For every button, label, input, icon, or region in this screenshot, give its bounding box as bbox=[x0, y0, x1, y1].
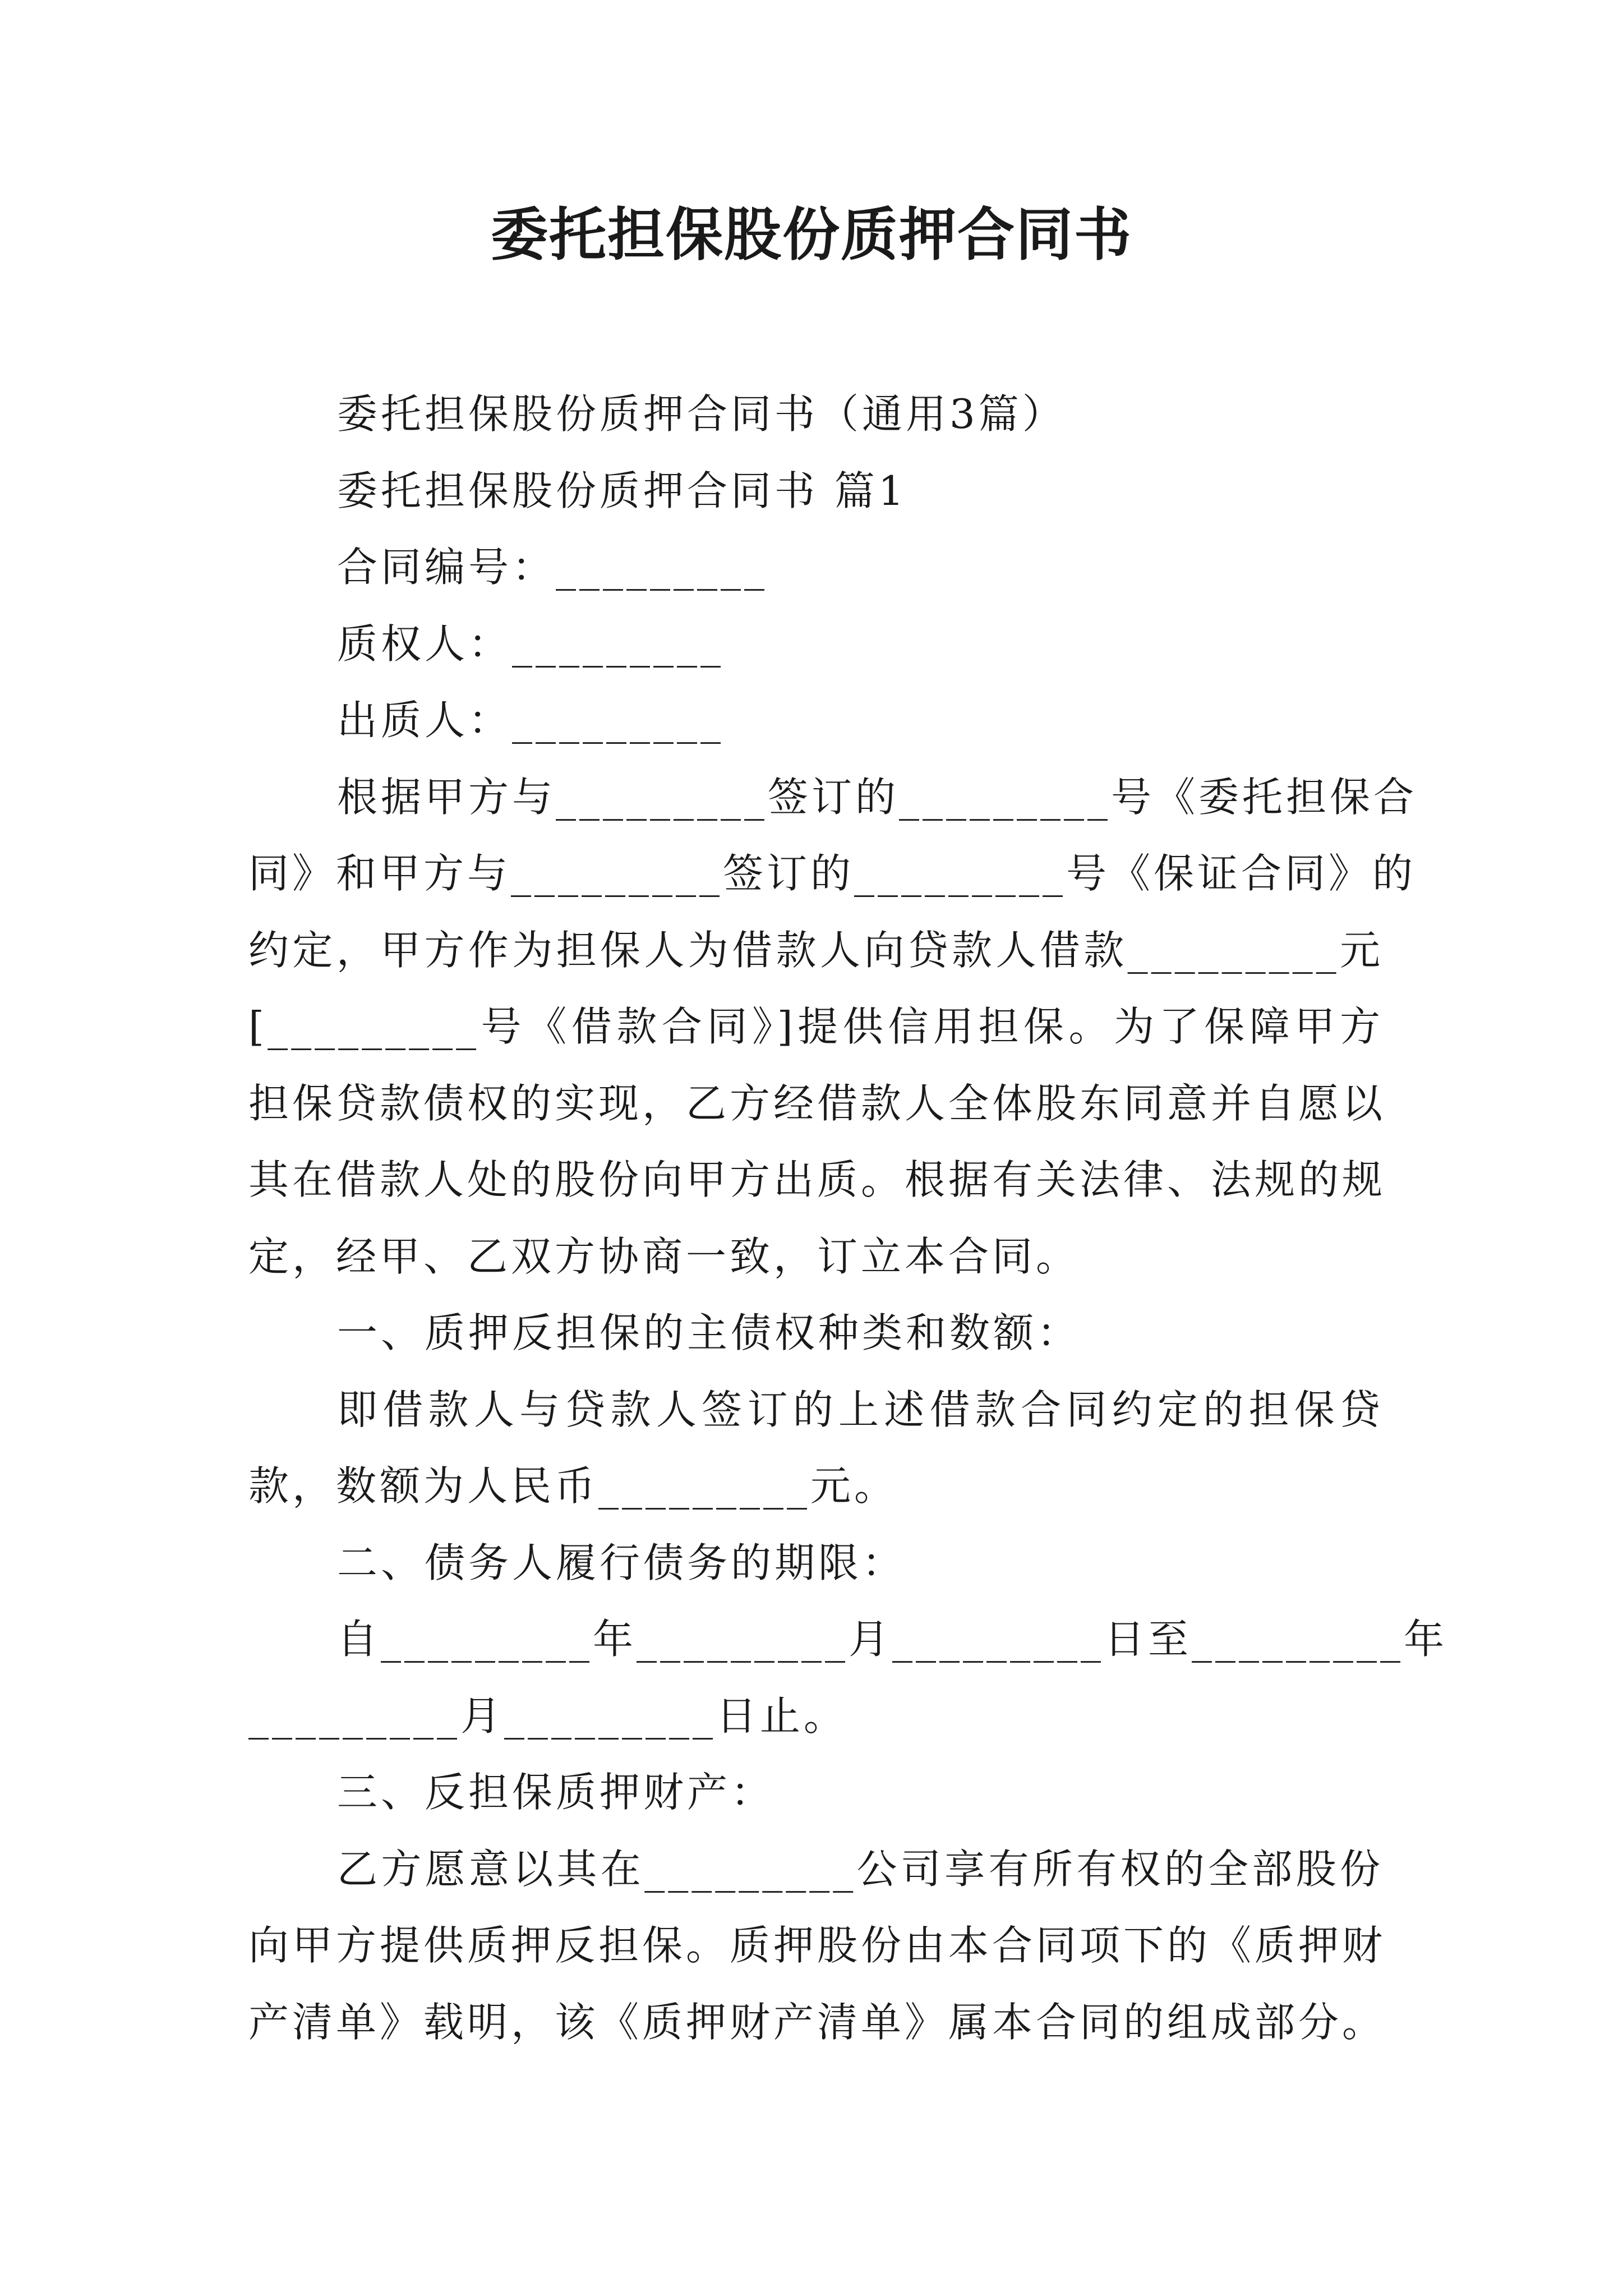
paragraph-line: _________月_________日止。 bbox=[248, 1692, 848, 1740]
contract-number-field: 合同编号：_________ bbox=[337, 544, 768, 591]
section-heading: 委托担保股份质押合同书 篇1 bbox=[337, 467, 907, 514]
paragraph-line: 定，经甲、乙双方协商一致，订立本合同。 bbox=[248, 1232, 1080, 1280]
document-body bbox=[248, 376, 1448, 2060]
paragraph-line: [_________号《借款合同》]提供信用担保。为了保障甲方 bbox=[248, 1003, 1384, 1050]
paragraph-line: 产清单》载明，该《质押财产清单》属本合同的组成部分。 bbox=[248, 1998, 1386, 2046]
paragraph-line: 担保贷款债权的实现，乙方经借款人全体股东同意并自愿以 bbox=[248, 1079, 1386, 1127]
paragraph-line: 即借款人与贷款人签订的上述借款合同约定的担保贷 bbox=[337, 1386, 1384, 1433]
paragraph-line: 根据甲方与_________签订的_________号《委托担保合 bbox=[337, 773, 1418, 821]
paragraph-line: 款，数额为人民币_________元。 bbox=[248, 1462, 898, 1510]
clause-heading: 一、质押反担保的主债权种类和数额： bbox=[337, 1309, 1081, 1356]
paragraph-line: 乙方愿意以其在_________公司享有所有权的全部股份 bbox=[337, 1845, 1384, 1893]
clause-heading: 二、债务人履行债务的期限： bbox=[337, 1539, 906, 1586]
pledgor-field: 出质人：_________ bbox=[337, 697, 725, 744]
paragraph-line: 同》和甲方与_________签订的_________号《保证合同》的 bbox=[248, 850, 1417, 897]
paragraph-line: 自_________年_________月_________日至_________年 bbox=[337, 1616, 1448, 1663]
paragraph-line: 约定，甲方作为担保人为借款人向贷款人借款_________元 bbox=[248, 926, 1384, 974]
document-title: 委托担保股份质押合同书 bbox=[491, 202, 1132, 269]
subtitle-line: 委托担保股份质押合同书（通用3篇） bbox=[337, 390, 1066, 438]
pledgee-field: 质权人：_________ bbox=[337, 620, 725, 668]
clause-heading: 三、反担保质押财产： bbox=[337, 1769, 775, 1816]
paragraph-line: 向甲方提供质押反担保。质押股份由本合同项下的《质押财 bbox=[248, 1922, 1386, 1969]
paragraph-line: 其在借款人处的股份向甲方出质。根据有关法律、法规的规 bbox=[248, 1156, 1386, 1203]
